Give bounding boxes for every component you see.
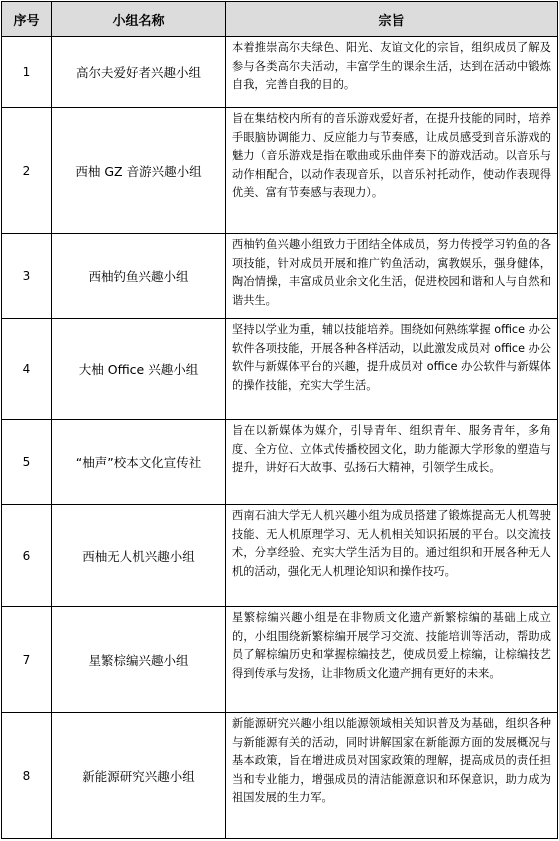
group-purpose: 坚持以学业为重，辅以技能培养。围绕如何熟练掌握 office 办公软件各项技能，开展各种各样活动，以此激发成员对 office 办公软件与新媒体平台的兴趣，提升成员对 office 办公软件与新媒体的操作技能，充实大学生活。 bbox=[226, 319, 558, 420]
group-name: 西柚 GZ 音游兴趣小组 bbox=[52, 108, 226, 234]
group-purpose: 西柚钓鱼兴趣小组致力于团结全体成员，努力传授学习钓鱼的各项技能，针对成员开展和推广钓鱼活动，寓教娱乐，强身健体，陶冶情操，丰富成员业余文化生活，促进校园和谐和人与自然和谐共生。 bbox=[226, 234, 558, 319]
table-row bbox=[2, 108, 558, 234]
row-number: 5 bbox=[2, 420, 52, 505]
group-purpose: 西南石油大学无人机兴趣小组为成员搭建了锻炼提高无人机驾驶技能、无人机原理学习、无人机相关知识拓展的平台。以交流技术，分享经验、充实大学生活为目的。通过组织和开展各种无人机的活动，强化无人机理论知识和操作技巧。 bbox=[226, 505, 558, 607]
group-name: 新能源研究兴趣小组 bbox=[52, 713, 226, 839]
table-row bbox=[2, 319, 558, 420]
table-row bbox=[2, 505, 558, 607]
table-row bbox=[2, 234, 558, 319]
group-purpose: 旨在集结校内所有的音乐游戏爱好者，在提升技能的同时，培养手眼脑协调能力、反应能力与节奏感，让成员感受到音乐游戏的魅力（音乐游戏是指在歌曲或乐曲伴奏下的游戏活动。以音乐与动作相配合，以动作表现音乐，以音乐衬托动作，使动作表现得优美、富有节奏感与表现力）。 bbox=[226, 108, 558, 234]
row-number: 2 bbox=[2, 108, 52, 234]
header-purpose: 宗旨 bbox=[226, 2, 558, 37]
row-number: 8 bbox=[2, 713, 52, 839]
table-row bbox=[2, 607, 558, 713]
row-number: 6 bbox=[2, 505, 52, 607]
table-row bbox=[2, 420, 558, 505]
group-purpose: 本着推崇高尔夫绿色、阳光、友谊文化的宗旨，组织成员了解及参与各类高尔夫活动，丰富学生的课余生活，达到在活动中锻炼自我，完善自我的目的。 bbox=[226, 37, 558, 108]
group-name: 大柚 Office 兴趣小组 bbox=[52, 319, 226, 420]
table-header-row bbox=[2, 2, 558, 37]
row-number: 7 bbox=[2, 607, 52, 713]
group-purpose: 新能源研究兴趣小组以能源领域相关知识普及为基础，组织各种与新能源有关的活动，同时讲解国家在新能源方面的发展概况与基本政策，旨在增进成员对国家政策的理解，提高成员的责任担当和专业能力，增强成员的清洁能源意识和环保意识，助力成为祖国发展的生力军。 bbox=[226, 713, 558, 839]
groups-table bbox=[1, 1, 558, 839]
row-number: 1 bbox=[2, 37, 52, 108]
table-row bbox=[2, 37, 558, 108]
group-purpose: 旨在以新媒体为媒介，引导青年、组织青年、服务青年，多角度、全方位、立体式传播校园文化，助力能源大学形象的塑造与提升，讲好石大故事、弘扬石大精神，引领学生成长。 bbox=[226, 420, 558, 505]
header-group-name: 小组名称 bbox=[52, 2, 226, 37]
header-no: 序号 bbox=[2, 2, 52, 37]
row-number: 4 bbox=[2, 319, 52, 420]
table-row bbox=[2, 713, 558, 839]
group-name: 星繁棕编兴趣小组 bbox=[52, 607, 226, 713]
group-name: 西柚无人机兴趣小组 bbox=[52, 505, 226, 607]
group-name: 高尔夫爱好者兴趣小组 bbox=[52, 37, 226, 108]
group-purpose: 星繁棕编兴趣小组是在非物质文化遗产新繁棕编的基础上成立的，小组围绕新繁棕编开展学习交流、技能培训等活动，帮助成员了解棕编历史和掌握棕编技艺，使成员爱上棕编，让棕编技艺得到传承与发扬，让非物质文化遗产拥有更好的未来。 bbox=[226, 607, 558, 713]
group-name: 西柚钓鱼兴趣小组 bbox=[52, 234, 226, 319]
group-name: “柚声”校本文化宣传社 bbox=[52, 420, 226, 505]
row-number: 3 bbox=[2, 234, 52, 319]
